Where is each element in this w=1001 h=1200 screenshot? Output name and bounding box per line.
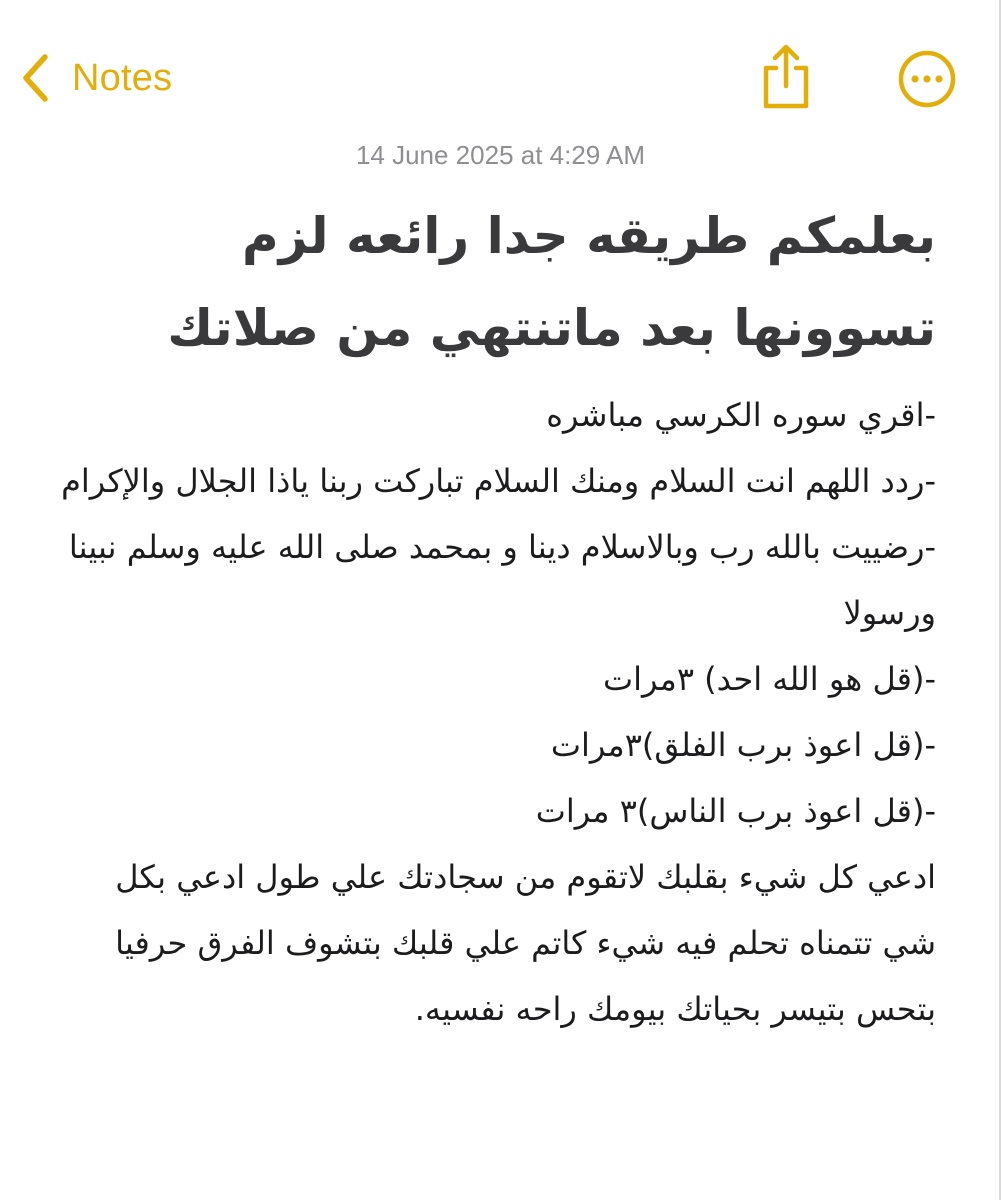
note-line: -رضييت بالله رب وبالاسلام دينا و بمحمد صلى الله عليه وسلم نبينا ورسولا [68, 528, 936, 632]
note-line: -ردد اللهم انت السلام ومنك السلام تباركت ربنا ياذا الجلال والإكرام [61, 462, 936, 500]
note-line: -(قل اعوذ برب الناس)٣ مرات [535, 792, 936, 830]
share-icon [756, 97, 816, 116]
share-button[interactable] [756, 42, 816, 112]
ellipsis-circle-icon [898, 93, 956, 112]
note-line: -اقري سوره الكرسي مباشره [546, 396, 936, 434]
note-title: بعلمكم طريقه جدا رائعه لزم تسوونها بعد ماتنتهي من صلاتك [167, 207, 936, 357]
navigation-bar [0, 0, 1001, 150]
back-button[interactable] [20, 50, 172, 106]
note-date: 14 June 2025 at 4:29 AM [355, 140, 646, 170]
note-content[interactable] [60, 190, 936, 1042]
back-button-label: Notes [72, 56, 173, 99]
note-line: ادعي كل شيء بقلبك لاتقوم من سجادتك علي طول ادعي بكل شي تتمناه تحلم فيه شيء كاتم علي قلبك بتشوف الفرق حرفيا بتحس بتيسر بحياتك بيومك راحه نفسيه. [115, 858, 936, 1028]
note-line: -(قل اعوذ برب الفلق)٣مرات [550, 726, 936, 764]
more-options-button[interactable] [898, 50, 956, 108]
chevron-left-icon [20, 53, 50, 103]
note-line: -(قل هو الله احد) ٣مرات [603, 660, 936, 698]
